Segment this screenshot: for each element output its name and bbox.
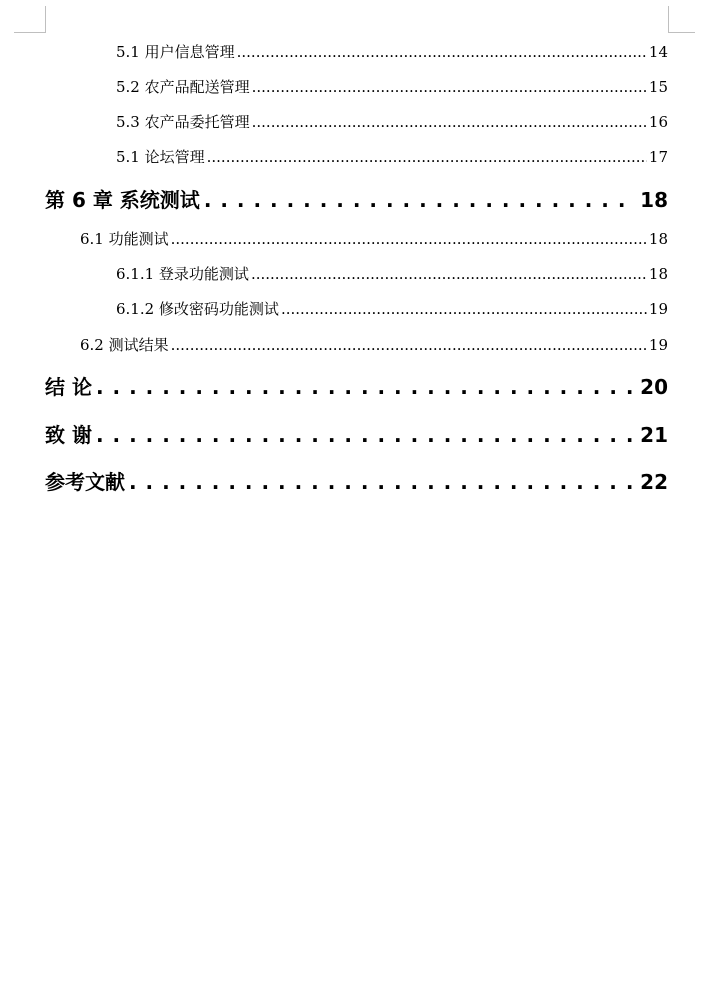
toc-page-number: 20 bbox=[640, 375, 668, 399]
toc-page-number: 14 bbox=[648, 43, 668, 61]
toc-leader bbox=[252, 78, 647, 96]
toc-chapter-entry[interactable] bbox=[45, 466, 668, 495]
toc-leader bbox=[96, 375, 636, 399]
toc-page-number: 15 bbox=[648, 78, 668, 96]
toc-entry[interactable] bbox=[80, 334, 668, 355]
toc-leader bbox=[129, 470, 636, 494]
toc-entry[interactable] bbox=[116, 263, 668, 284]
toc-leader bbox=[252, 113, 647, 131]
toc-leader bbox=[96, 423, 636, 447]
toc-leader bbox=[171, 230, 647, 248]
crop-mark-top-left bbox=[14, 6, 46, 33]
toc-entry-title: 5.1 论坛管理 bbox=[116, 148, 205, 166]
toc-chapter-entry[interactable] bbox=[45, 184, 668, 213]
toc-entry-title: 第 6 章 系统测试 bbox=[45, 188, 200, 212]
toc-page-number: 16 bbox=[648, 113, 668, 131]
toc-entry-title: 5.1 用户信息管理 bbox=[116, 43, 235, 61]
toc-page-number: 18 bbox=[648, 265, 668, 283]
toc-entry-title: 致 谢 bbox=[45, 423, 92, 447]
toc-entry[interactable] bbox=[116, 76, 668, 97]
toc-leader bbox=[251, 265, 647, 283]
toc-entry[interactable] bbox=[116, 111, 668, 132]
toc-entry-title: 5.2 农产品配送管理 bbox=[116, 78, 250, 96]
toc-leader bbox=[171, 336, 647, 354]
toc-page-number: 21 bbox=[640, 423, 668, 447]
toc-leader bbox=[204, 188, 636, 212]
toc-page-number: 18 bbox=[648, 230, 668, 248]
toc-page-number: 17 bbox=[648, 148, 668, 166]
toc-entry-title: 5.3 农产品委托管理 bbox=[116, 113, 250, 131]
toc-page-number: 18 bbox=[640, 188, 668, 212]
toc-entry[interactable] bbox=[116, 146, 668, 167]
toc-entry-title: 6.1.1 登录功能测试 bbox=[116, 265, 249, 283]
crop-mark-top-right bbox=[668, 6, 695, 33]
toc-leader bbox=[281, 300, 647, 318]
toc-page-number: 19 bbox=[648, 336, 668, 354]
toc-leader bbox=[237, 43, 647, 61]
toc-chapter-entry[interactable] bbox=[45, 371, 668, 400]
toc-entry-title: 结 论 bbox=[45, 375, 92, 399]
toc-entry[interactable] bbox=[116, 41, 668, 62]
toc-chapter-entry[interactable] bbox=[45, 419, 668, 448]
toc-entry-title: 参考文献 bbox=[45, 470, 125, 494]
toc-leader bbox=[207, 148, 647, 166]
toc-page-number: 22 bbox=[640, 470, 668, 494]
toc-entry-title: 6.1.2 修改密码功能测试 bbox=[116, 300, 279, 318]
toc-entry[interactable] bbox=[116, 298, 668, 319]
toc-entry-title: 6.1 功能测试 bbox=[80, 230, 169, 248]
toc-entry[interactable] bbox=[80, 228, 668, 249]
toc-page-number: 19 bbox=[648, 300, 668, 318]
toc-entry-title: 6.2 测试结果 bbox=[80, 336, 169, 354]
